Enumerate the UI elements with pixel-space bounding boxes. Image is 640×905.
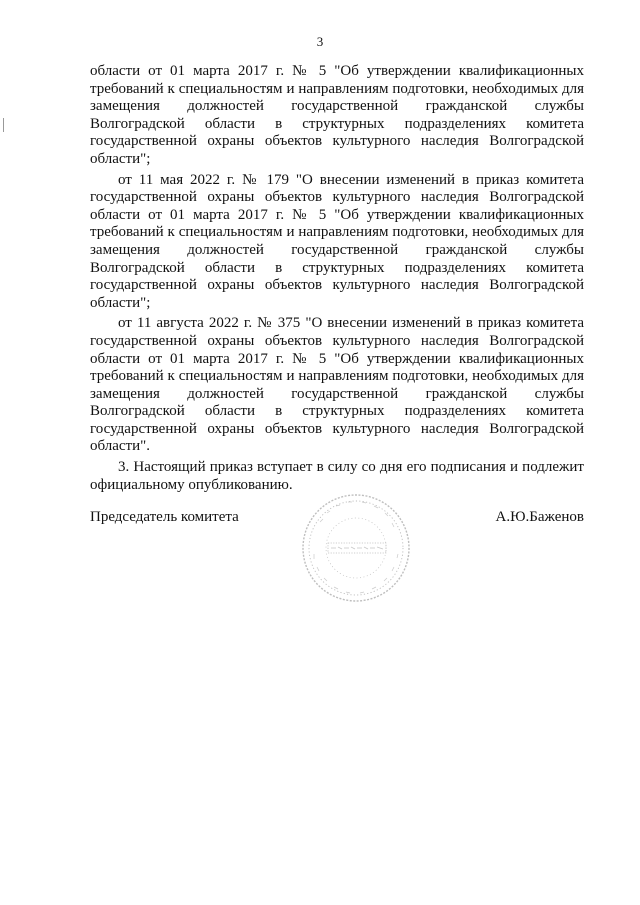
paragraph-clause-3: 3. Настоящий приказ вступает в силу со дня его подписания и подлежит официальному опубликованию. <box>90 459 584 493</box>
round-seal-icon <box>300 492 412 604</box>
document-body <box>90 63 584 497</box>
paragraph-order-list-item-3: от 11 августа 2022 г. № 375 "О внесении изменений в приказ комитета государственной охраны объектов культурного наследия Волгоградской области от 01 марта 2017 г. № 5 "Об утверждении квалификационных требований к специальностям и направлениям подготовки, необходимых для замещения должностей государственной гражданской службы Волгоградской области в структурных подразделениях комитета государственной охраны объектов культурного наследия Волгоградской области". <box>90 315 584 455</box>
signatory-name: А.Ю.Баженов <box>495 509 584 525</box>
page-number: 3 <box>316 34 324 49</box>
paragraph-order-list-item-2: от 11 мая 2022 г. № 179 "О внесении изменений в приказ комитета государственной охраны объектов культурного наследия Волгоградской области от 01 марта 2017 г. № 5 "Об утверждении квалификационных требований к специальностям и направлениям подготовки, необходимых для замещения должностей государственной гражданской службы Волгоградской области в структурных подразделениях комитета государственной охраны объектов культурного наследия Волгоградской области"; <box>90 171 584 311</box>
paragraph-order-list-item-1: области от 01 марта 2017 г. № 5 "Об утверждении квалификационных требований к специальностям и направлениям подготовки, необходимых для замещения должностей государственной гражданской службы Волгоградской области в структурных подразделениях комитета государственной охраны объектов культурного наследия Волгоградской области"; <box>90 63 584 167</box>
margin-mark <box>3 118 4 132</box>
signatory-title: Председатель комитета <box>90 509 239 525</box>
